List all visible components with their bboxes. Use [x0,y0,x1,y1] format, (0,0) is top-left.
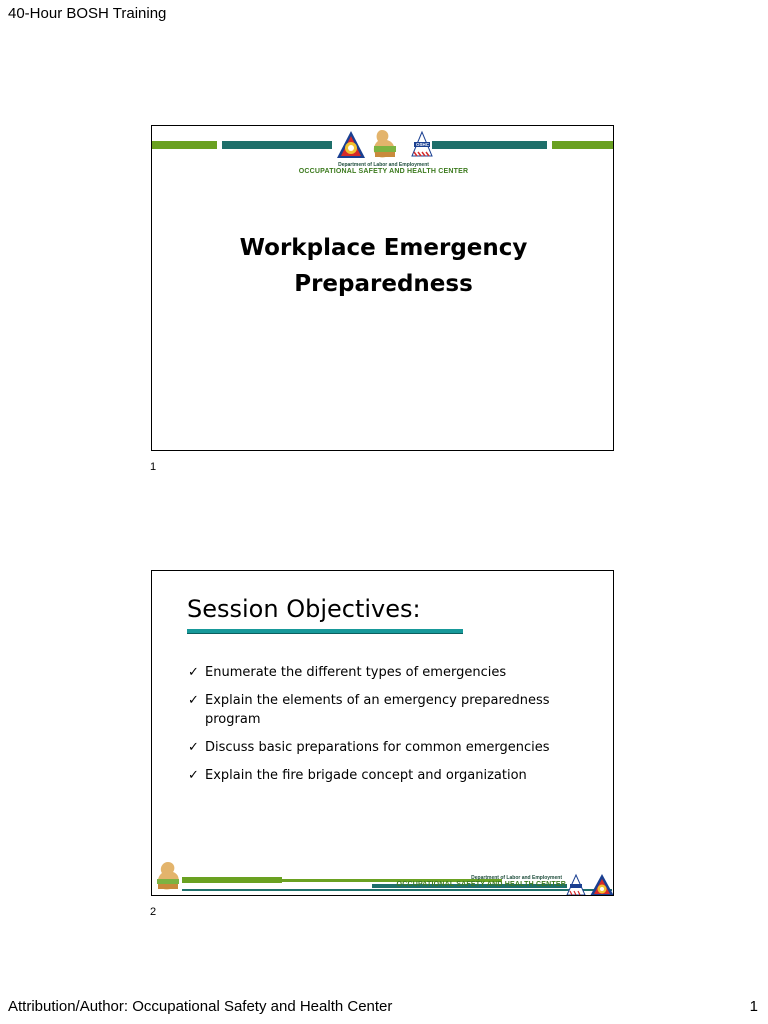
footer-bar [182,889,612,891]
agency-logos [564,873,614,896]
checkmark-icon: ✓ [188,665,199,680]
philippines-map-icon [154,861,182,893]
footer-bar [182,877,282,883]
department-name: Department of Labor and Employment [471,875,562,881]
header-bar [152,141,217,149]
header-bar [552,141,614,149]
center-name: OCCUPATIONAL SAFETY AND HEALTH CENTER [298,168,469,175]
header-bar [222,141,332,149]
svg-text:OSHC: OSHC [416,142,430,148]
page-header-title: 40-Hour BOSH Training [8,5,167,22]
objectives-list [188,663,588,794]
objectives-title: Session Objectives: [187,595,421,623]
title-underline [187,633,463,634]
checkmark-icon: ✓ [188,693,199,708]
center-name: OCCUPATIONAL SAFETY AND HEALTH CENTER [396,881,566,888]
checkmark-icon: ✓ [188,768,199,783]
slide-number: 2 [150,906,157,918]
checkmark-icon: ✓ [188,740,199,755]
department-name: Department of Labor and Employment [338,162,429,168]
slide-number: 1 [150,461,157,473]
page-number: 1 [749,998,758,1015]
slide-title-line-1: Workplace Emergency [239,235,528,261]
list-item: ✓ Explain the elements of an emergency preparedness program [188,693,550,727]
dole-logo-icon [590,874,614,896]
list-item: ✓ Enumerate the different types of emergencies [188,665,507,680]
dole-logo-icon [337,131,365,158]
slide-2 [151,570,614,896]
slide-1 [151,125,614,451]
list-item: ✓ Explain the fire brigade concept and organization [188,768,527,783]
agency-logos [334,128,444,162]
oshc-logo-icon [412,132,432,156]
slide-title-line-2: Preparedness [294,271,473,297]
slide-title [152,230,614,302]
oshc-logo-icon [567,875,585,895]
list-item: ✓ Discuss basic preparations for common emergencies [188,740,550,755]
header-bar [432,141,547,149]
philippines-map-icon [374,130,396,157]
attribution-text: Attribution/Author: Occupational Safety and Health Center [8,998,393,1015]
